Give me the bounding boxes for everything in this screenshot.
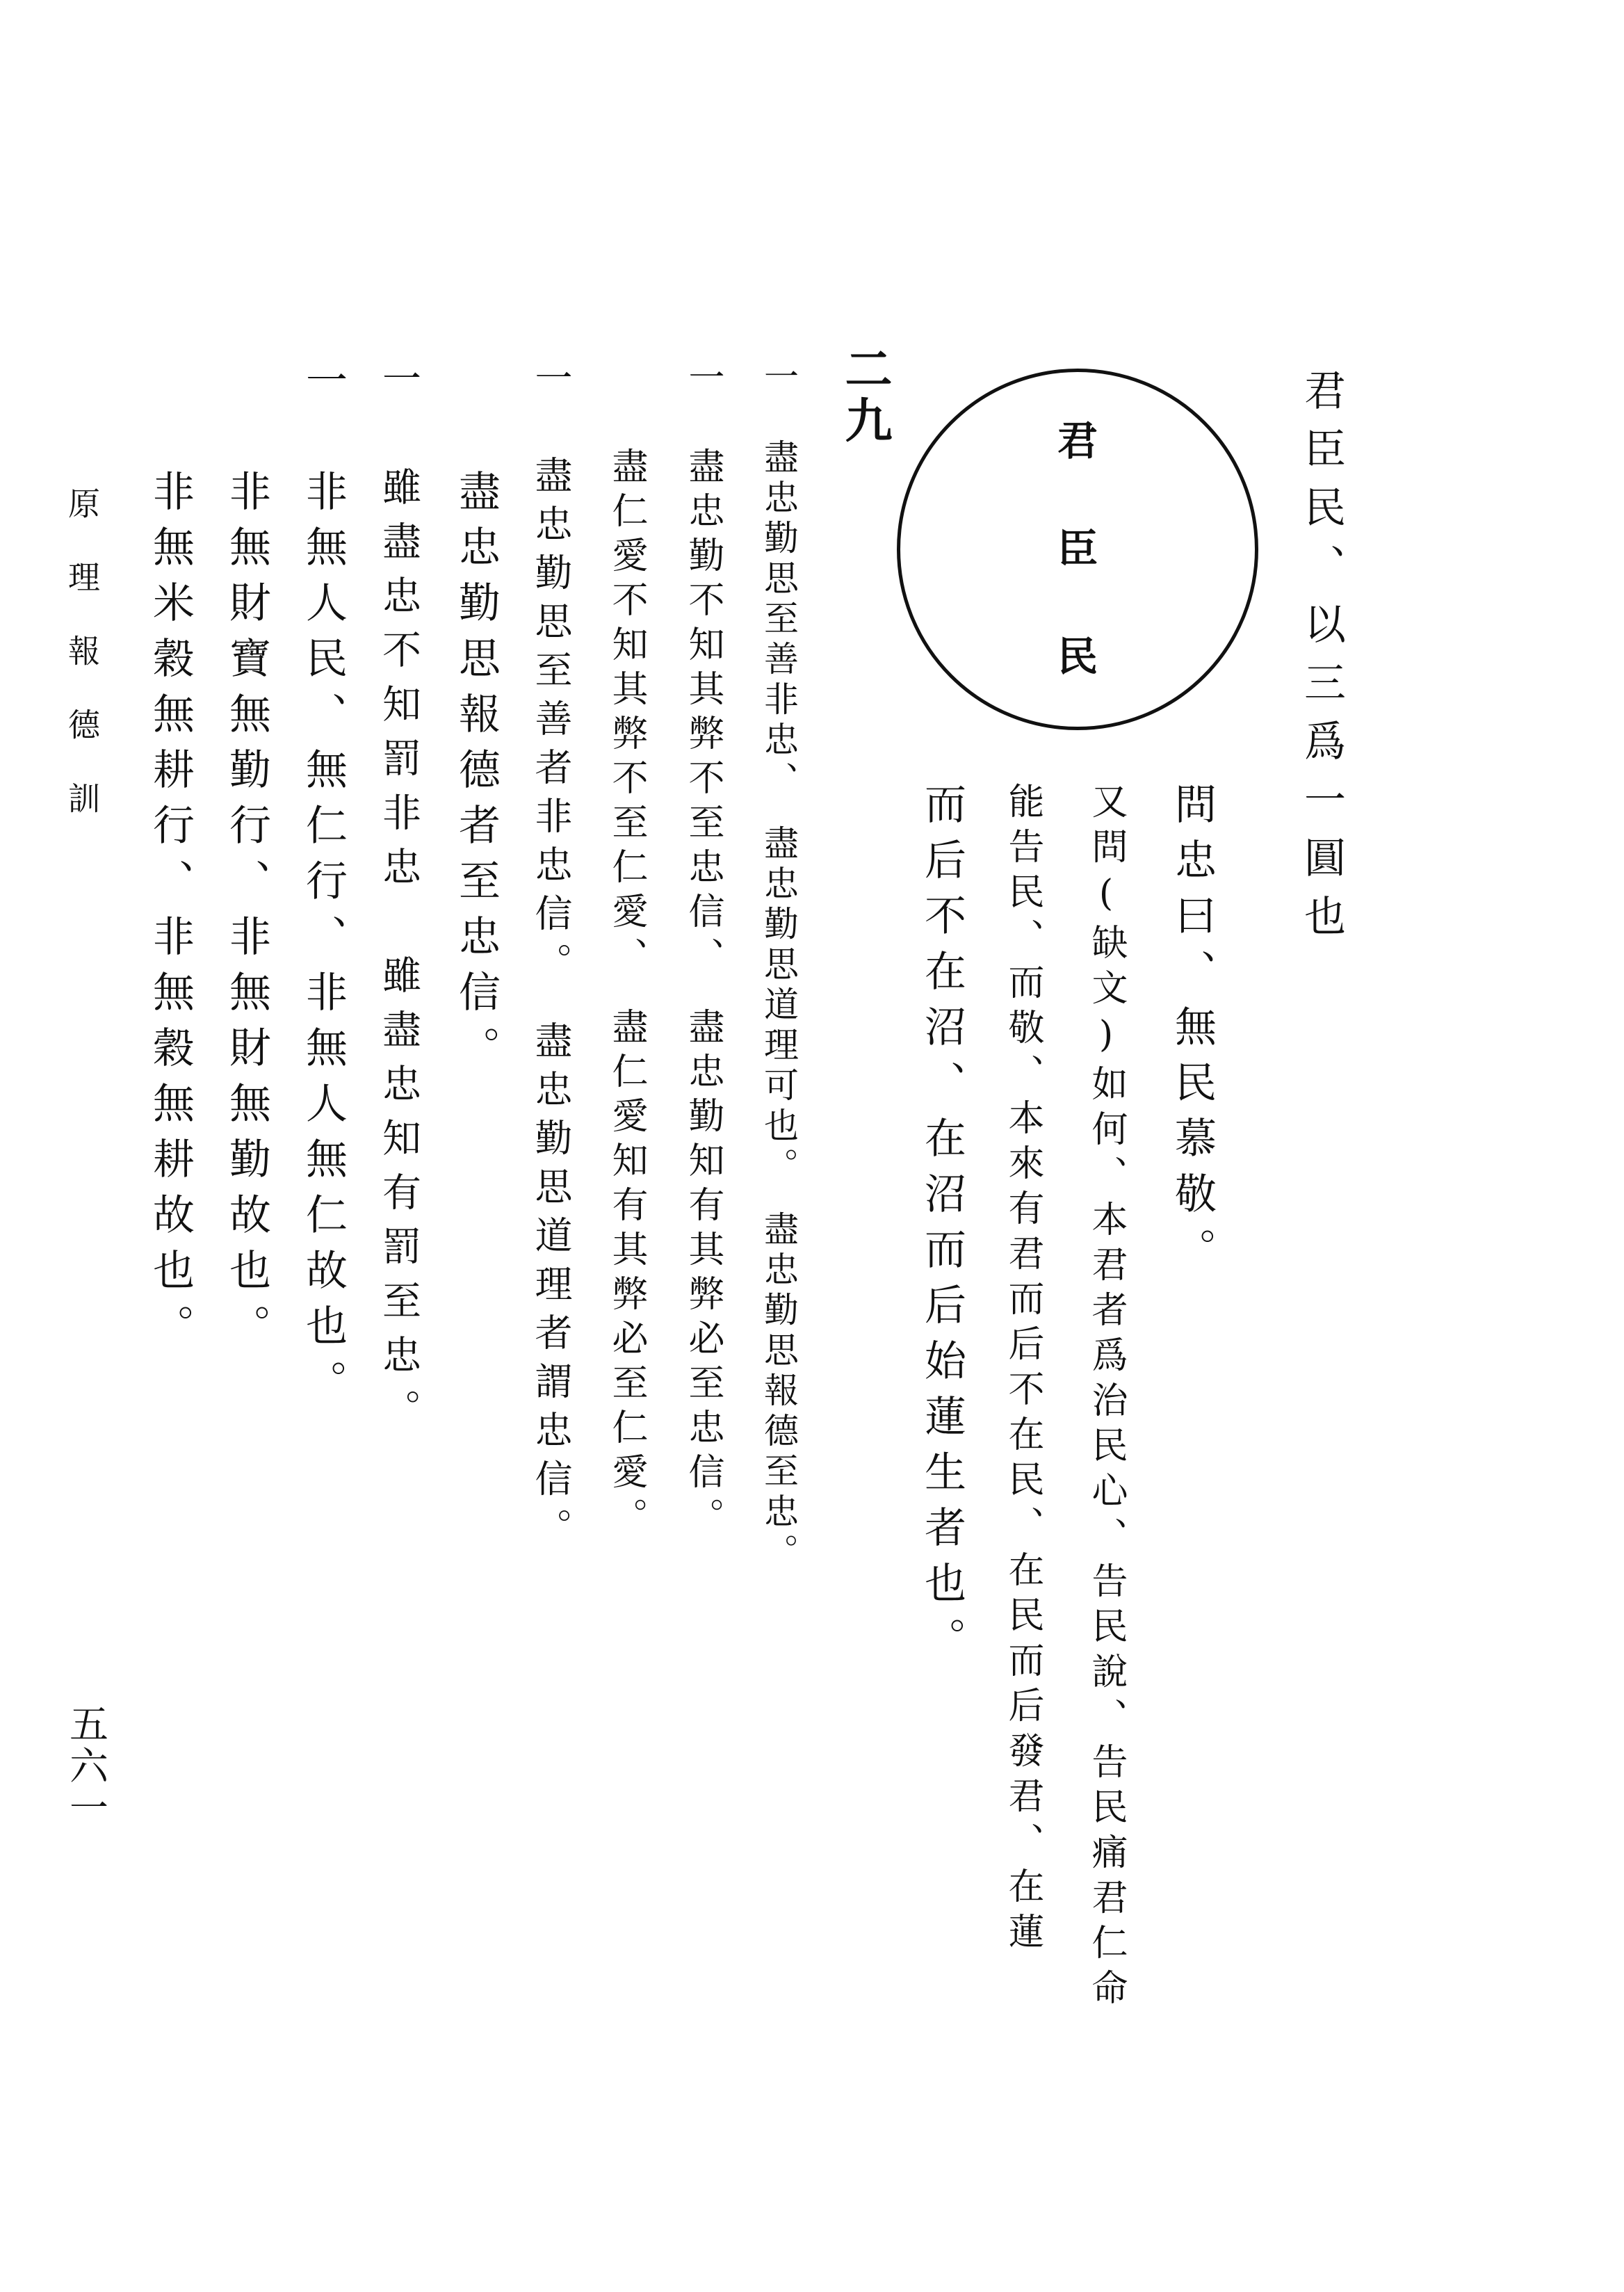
diagram-term-minister: 臣 — [1057, 525, 1098, 572]
diagram-term-ruler: 君 — [1057, 417, 1098, 465]
block2-line-7: 一 非無人民、無仁行、非無人無仁故也。 — [299, 358, 348, 1415]
block1-line-4: 而后不在沼、在沼而后始蓮生者也。 — [918, 782, 966, 1672]
ruler-subject-people-circle — [897, 369, 1258, 730]
block1-line-2: 又問(缺文)如何、本君者爲治民心、告民說、告民痛君仁命 — [1085, 782, 1127, 2014]
block2-line-3: 盡仁愛不知其弊不至仁愛、 盡仁愛知有其弊必至仁愛。 — [606, 358, 647, 1542]
block1-line-1: 問忠曰、無民慕敬。 — [1168, 782, 1217, 1283]
block2-line-2: 一 盡忠勤不知其弊不至忠信、 盡忠勤知有其弊必至忠信。 — [682, 358, 724, 1542]
section-number: 二九 — [837, 344, 893, 447]
block2-line-8: 非無財寶無勤行、非無財無勤故也。 — [222, 358, 271, 1359]
block2-line-5: 盡忠勤思報德者至忠信。 — [452, 358, 501, 1081]
diagram-caption: 君臣民、以三爲一圓也 — [1297, 369, 1346, 953]
page-number: 五六一 — [63, 1704, 108, 1829]
diagram-term-people: 民 — [1057, 633, 1098, 680]
block2-line-9: 非無米穀無耕行、非無穀無耕故也。 — [146, 358, 195, 1359]
block2-line-1: 一 盡忠勤思至善非忠、 盡忠勤思道理可也。 盡忠勤思報德至忠。 — [758, 358, 799, 1574]
running-title: 原理報德訓 — [63, 487, 101, 855]
block2-line-4: 一 盡忠勤思至善者非忠信。 盡忠勤思道理者謂忠信。 — [529, 358, 573, 1556]
block2-line-6: 一 雖盡忠不知罰非忠 雖盡忠知有罰至忠。 — [376, 358, 421, 1443]
block1-line-3: 能告民、而敬、本來有君而后不在民、在民而后發君、在蓮 — [1002, 782, 1044, 1958]
